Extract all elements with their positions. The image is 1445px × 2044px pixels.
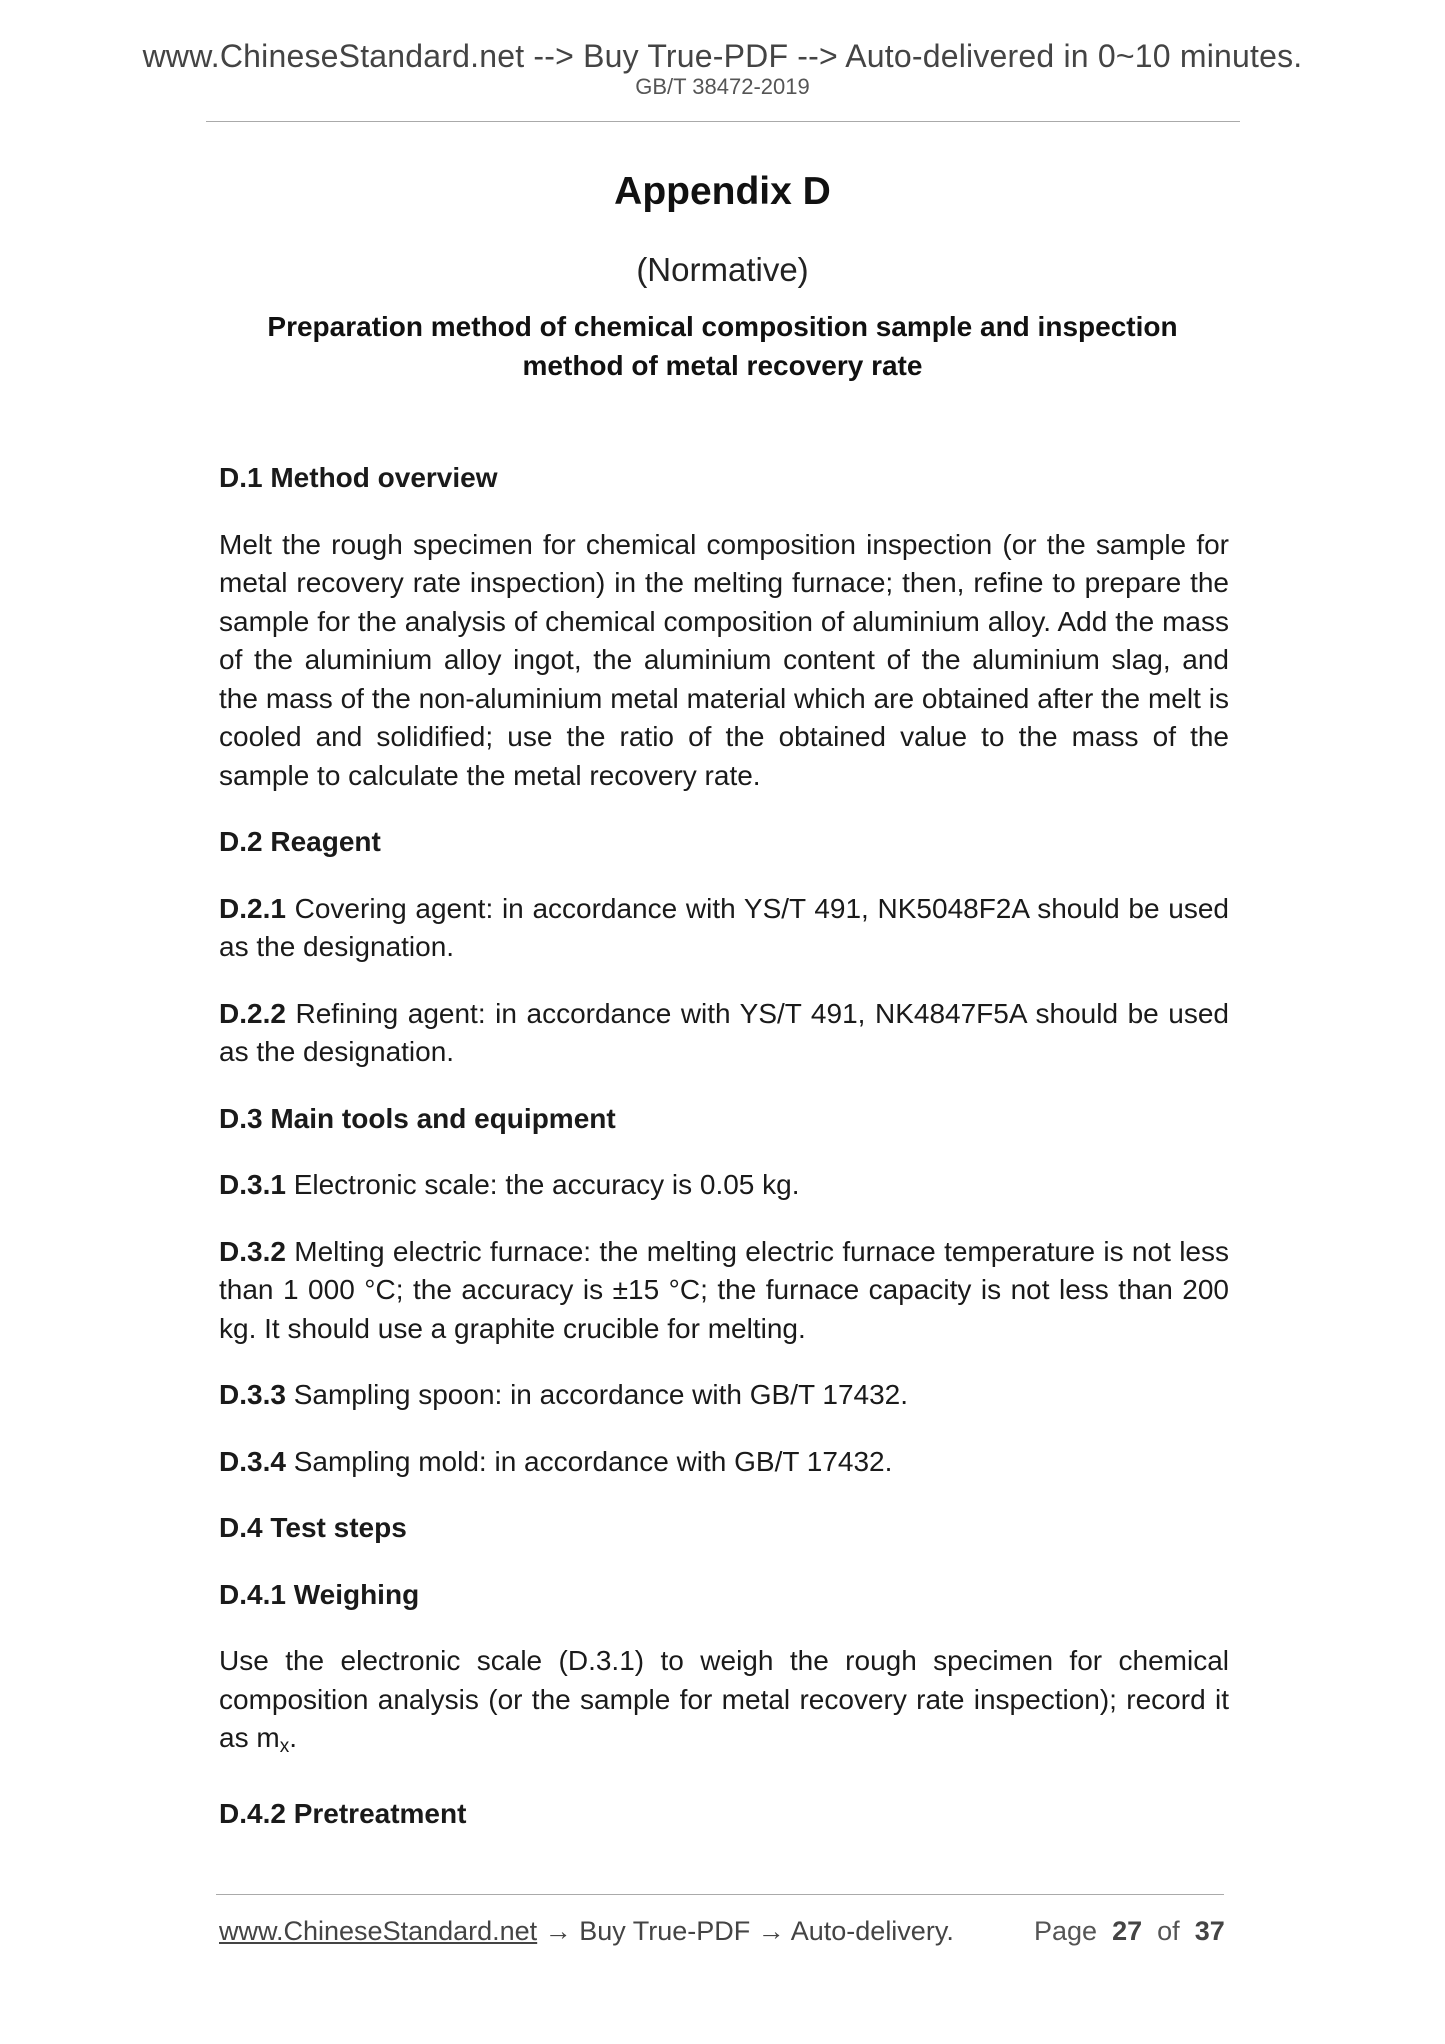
clause-number: D.3.4 (219, 1445, 286, 1477)
footer-divider (216, 1894, 1224, 1895)
top-banner: www.ChineseStandard.net --> Buy True-PDF --> Auto-delivered in 0~10 minutes. (142, 38, 1303, 74)
clause-number: D.3.1 (219, 1169, 286, 1200)
clause-number: D.2.1 (219, 892, 286, 924)
footer-site-link[interactable]: www.ChineseStandard.net (219, 1916, 538, 1946)
clause-text: Use the electronic scale (D.3.1) to weigh the rough specimen for chemical composition analysis (or the sample for metal recovery rate inspection); record it as m (219, 1645, 1229, 1753)
appendix-subtitle: Preparation method of chemical composition sample and inspection method of metal recovery rate (267, 311, 1178, 381)
of-label: of (1157, 1916, 1180, 1946)
clause-text: Refining agent: in accordance with YS/T 491, NK4847F5A should be used as the designation. (219, 997, 1229, 1067)
page-label: Page (1034, 1916, 1098, 1946)
clause-number: D.2.2 (219, 997, 286, 1029)
clause-number: D.3.2 (219, 1235, 286, 1267)
section-heading-d1: D.1 Method overview (219, 462, 498, 493)
clause-d32 (219, 1233, 1229, 1349)
standard-code: GB/T 38472-2019 (635, 74, 810, 99)
clause-text: Sampling mold: in accordance with GB/T 17432. (285, 1445, 893, 1477)
document-body (219, 459, 1229, 1861)
section-heading-d2: D.2 Reagent (219, 826, 381, 857)
clause-d31 (219, 1166, 1229, 1205)
clause-d21 (219, 890, 1229, 967)
clause-d22 (219, 995, 1229, 1072)
clause-text: Sampling spoon: in accordance with GB/T 17432. (285, 1379, 909, 1410)
subscript-x: x (279, 1736, 290, 1757)
page-indicator (1034, 1916, 1225, 1947)
footer-left (219, 1916, 954, 1947)
section-heading-d3: D.3 Main tools and equipment (219, 1102, 616, 1134)
subsection-heading-d42: D.4.2 Pretreatment (219, 1797, 467, 1829)
normative-label: (Normative) (636, 251, 809, 288)
page-number: 27 (1112, 1916, 1143, 1946)
appendix-title: Appendix D (614, 170, 831, 213)
footer-tagline: → Buy True-PDF → Auto-delivery. (537, 1916, 954, 1946)
section-heading-d4: D.4 Test steps (219, 1512, 407, 1543)
clause-number: D.3.3 (219, 1379, 286, 1410)
clause-text: Melting electric furnace: the melting electric furnace temperature is not less than 1 000 °C; the accuracy is ±15 °C; the furnace capacity is not less than 200 kg. It should use a graphite crucible for melting. (219, 1235, 1229, 1344)
paragraph-d41 (219, 1642, 1229, 1767)
header-divider (206, 121, 1240, 122)
clause-text: Electronic scale: the accuracy is 0.05 kg. (285, 1169, 800, 1200)
paragraph-d1: Melt the rough specimen for chemical composition inspection (or the sample for metal recovery rate inspection) in the melting furnace; then, refine to prepare the sample for the analysis of chemical composition of aluminium alloy. Add the mass of the aluminium alloy ingot, the aluminium content of the aluminium slag, and the mass of the non-aluminium metal material which are obtained after the melt is cooled and solidified; use the ratio of the obtained value to the mass of the sample to calculate the metal recovery rate. (219, 528, 1229, 791)
period: . (289, 1722, 297, 1753)
clause-text: Covering agent: in accordance with YS/T 491, NK5048F2A should be used as the designation. (219, 892, 1229, 962)
clause-d34 (219, 1443, 1229, 1482)
total-pages: 37 (1194, 1916, 1225, 1946)
clause-d33 (219, 1376, 1229, 1415)
subsection-heading-d41: D.4.1 Weighing (219, 1578, 420, 1610)
